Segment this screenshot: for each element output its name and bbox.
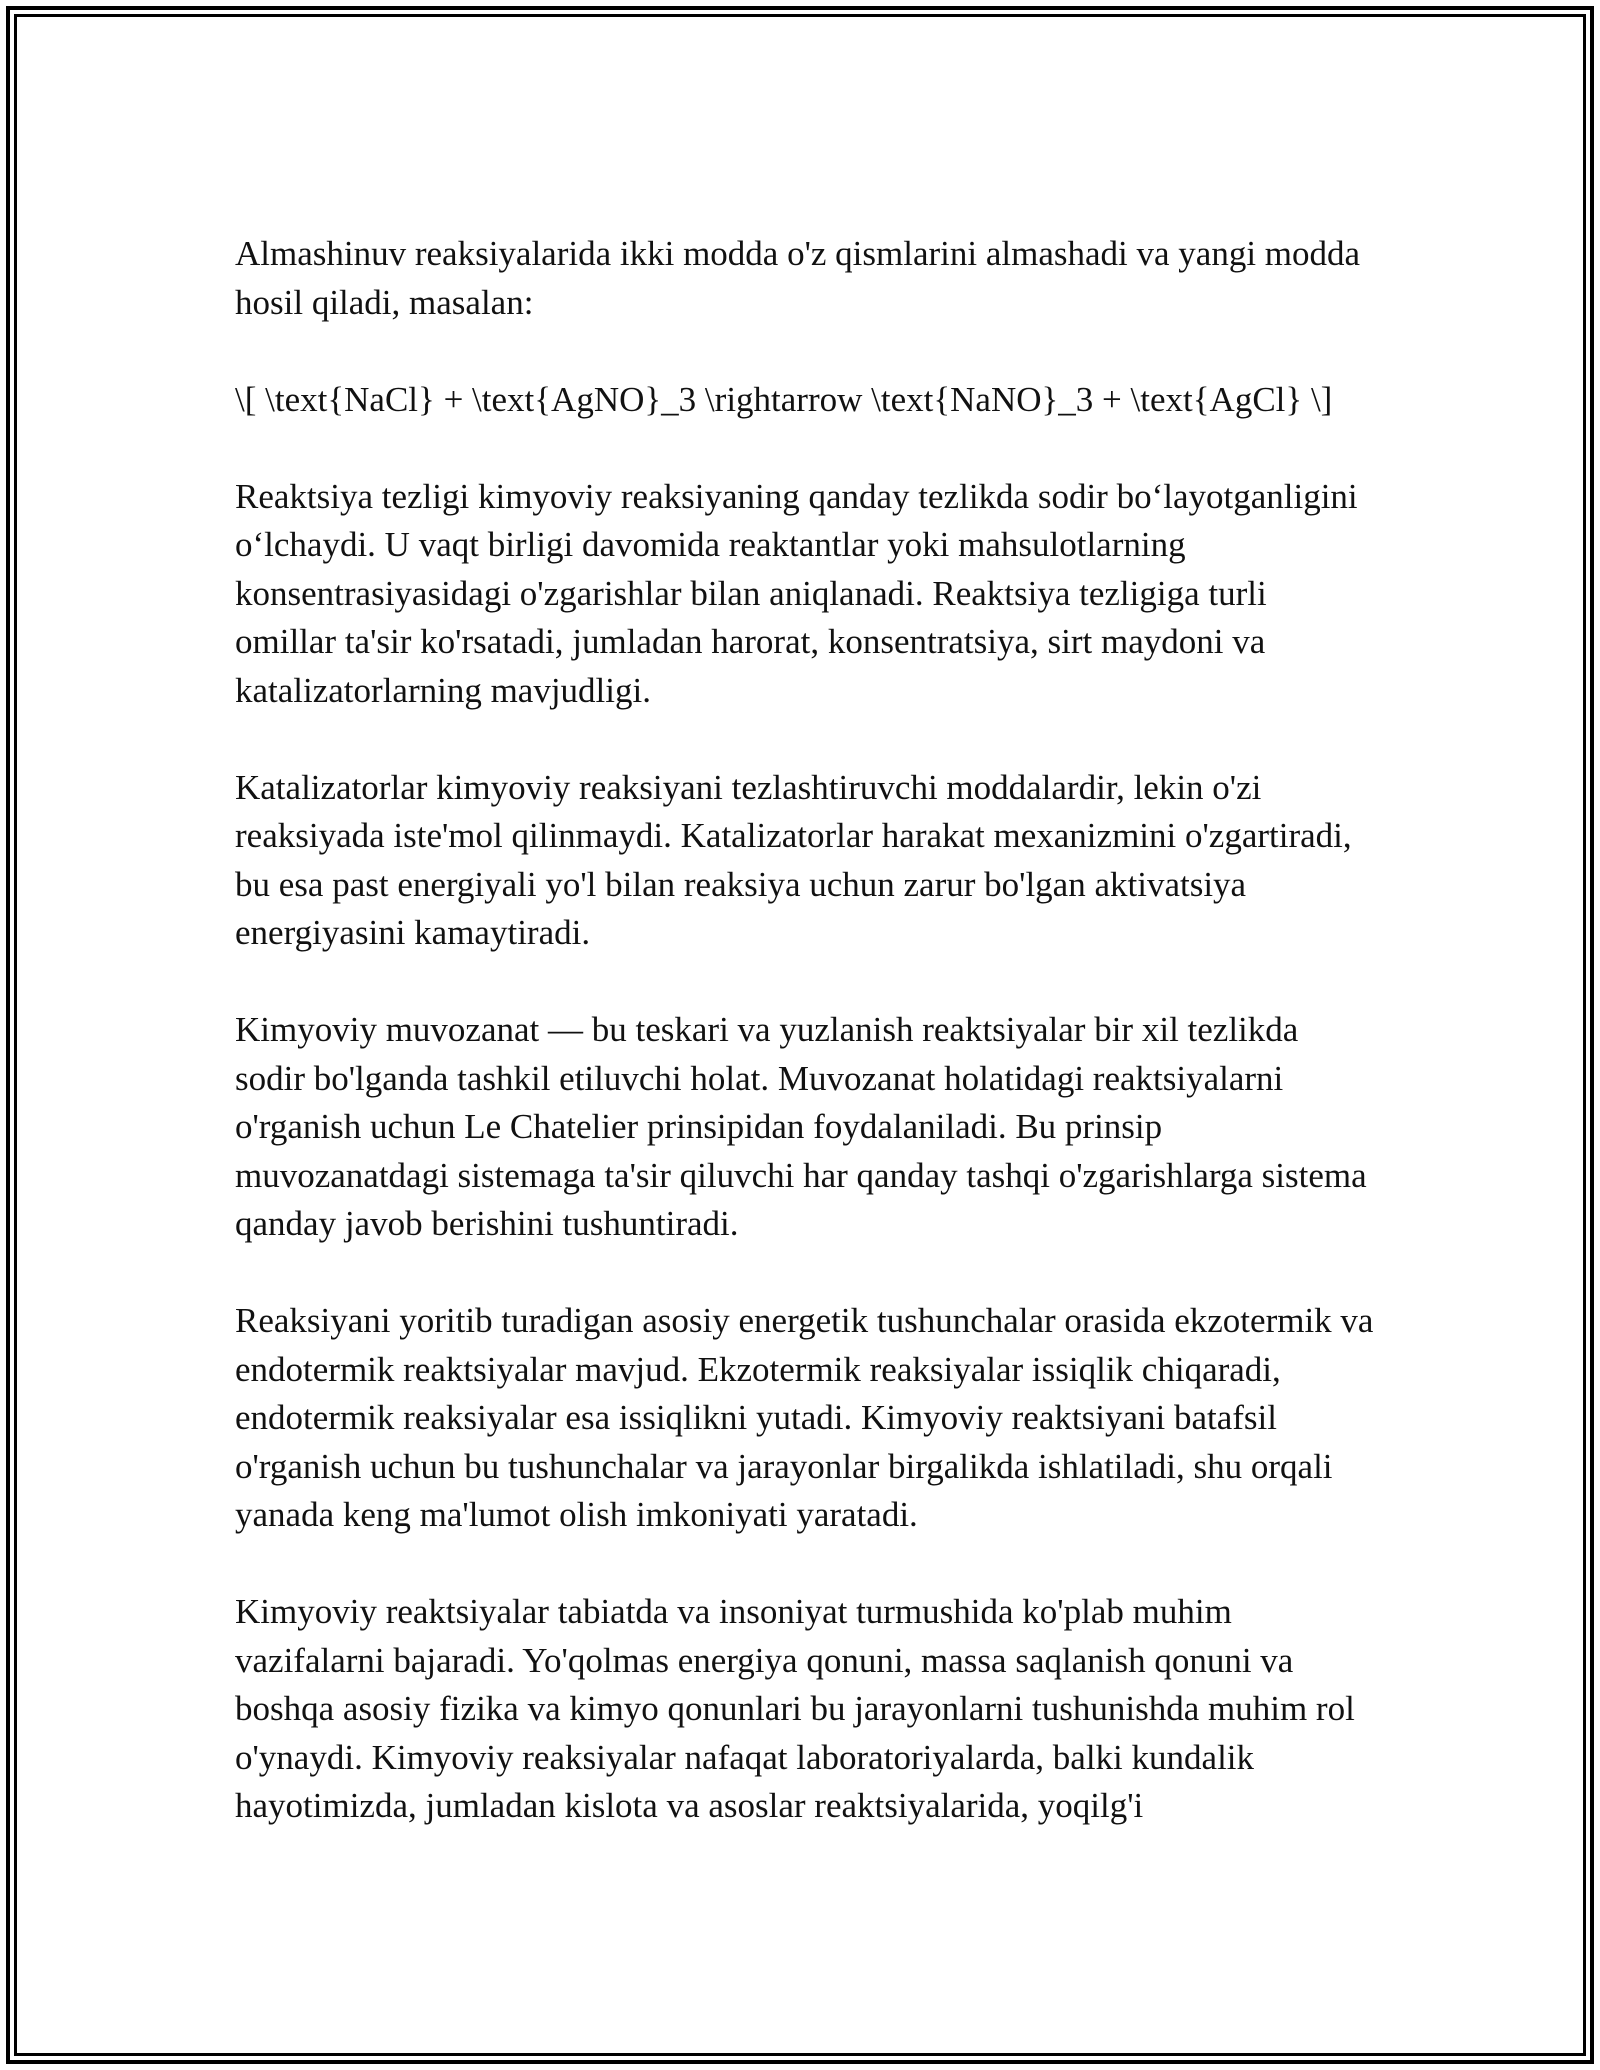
paragraph-importance: Kimyoviy reaktsiyalar tabiatda va insoniyat turmushida ko'plab muhim vazifalarni bajaradi. Yo'qolmas energiya qonuni, massa saqlanish qonuni va boshqa asosiy fizika va kimyo qonunlari bu jarayonlarni tushunishda muhim rol o'ynaydi. Kimyoviy reaksiyalar nafaqat laboratoriyalarda, balki kundalik hayotimizda, jumladan kislota va asoslar reaktsiyalarida, yoqilg'i	[235, 1592, 1355, 1825]
equation-latex: \[ \text{NaCl} + \text{AgNO}_3 \rightarrow \text{NaNO}_3 + \text{AgCl} \]	[235, 379, 1333, 419]
paragraph-reaction-rate: Reaktsiya tezligi kimyoviy reaksiyaning qanday tezlikda sodir boʻlayotganligini oʻlchaydi. U vaqt birligi davomida reaktantlar yoki mahsulotlarning konsentrasiyasidagi o'zgarishlar bilan aniqlanadi. Reaktsiya tezligiga turli omillar ta'sir ko'rsatadi, jumladan harorat, konsentratsiya, sirt maydoni va katalizatorlarning mavjudligi.	[235, 476, 1358, 710]
paragraph-chemical-equilibrium: Kimyoviy muvozanat — bu teskari va yuzlanish reaktsiyalar bir xil tezlikda sodir bo'lganda tashkil etiluvchi holat. Muvozanat holatidagi reaktsiyalarni o'rganish uchun Le Chatelier prinsipidan foydalaniladi. Bu prinsip muvozanatdagi sistemaga ta'sir qiluvchi har qanday tashqi o'zgarishlarga sistema qanday javob berishini tushuntiradi.	[235, 1010, 1367, 1243]
document-body	[235, 230, 1375, 1831]
paragraph-energetics: Reaksiyani yoritib turadigan asosiy energetik tushunchalar orasida ekzotermik va endotermik reaktsiyalar mavjud. Ekzotermik reaksiyalar issiqlik chiqaradi, endotermik reaksiyalar esa issiqlikni yutadi. Kimyoviy reaktsiyani batafsil o'rganish uchun bu tushunchalar va jarayonlar birgalikda ishlatiladi, shu orqali yanada keng ma'lumot olish imkoniyati yaratadi.	[235, 1301, 1374, 1534]
paragraph-catalysts: Katalizatorlar kimyoviy reaksiyani tezlashtiruvchi moddalardir, lekin o'zi reaksiyada iste'mol qilinmaydi. Katalizatorlar harakat mexanizmini o'zgartiradi, bu esa past energiyali yo'l bilan reaksiya uchun zarur bo'lgan aktivatsiya energiyasini kamaytiradi.	[235, 767, 1352, 952]
paragraph-exchange-reactions: Almashinuv reaksiyalarida ikki modda o'z qismlarini almashadi va yangi modda hosil qiladi, masalan:	[235, 234, 1361, 322]
